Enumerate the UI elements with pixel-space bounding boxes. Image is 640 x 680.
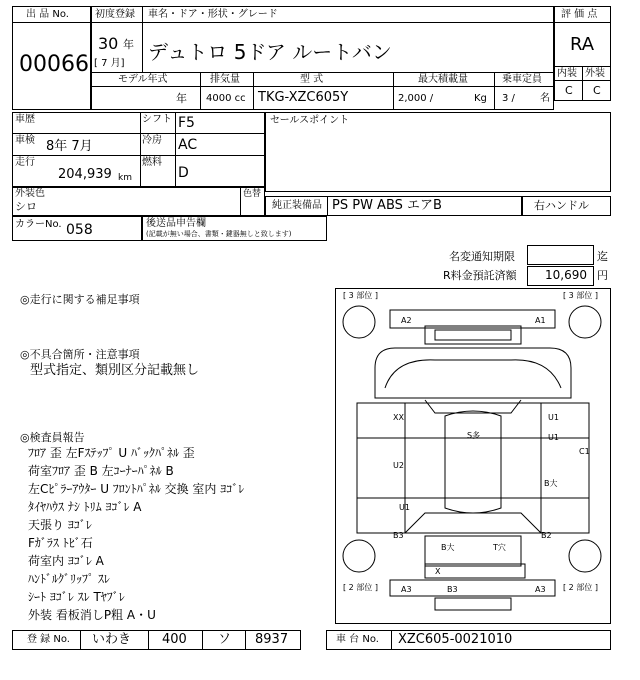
model-label: 型 式 (300, 74, 324, 85)
mark-xx: XX (393, 413, 404, 422)
lot-no-label: 出 品 No. (26, 9, 69, 20)
inspection-label: 車検 (15, 135, 35, 146)
chassis-label: 車 台 No. (336, 634, 379, 645)
first-reg-label: 初度登録 (95, 9, 135, 20)
mark-u2: U2 (393, 461, 404, 470)
aftermarket-note: (記載が無い場合、書類・鍵器無しと致します) (146, 230, 292, 238)
mark-u1b: U1 (548, 433, 559, 442)
inspector-report-title: ◎検査員報告 (20, 431, 85, 444)
rear-bumper (390, 580, 555, 596)
aircon-label: 冷房 (142, 135, 162, 146)
registration-kana: ソ (218, 632, 232, 647)
color-no-value: 058 (66, 222, 93, 238)
inspector-line: 荷室内 ﾖｺﾞﾚ A (28, 554, 104, 568)
model-year-unit: 年 (176, 92, 187, 105)
mark-a1: A1 (535, 316, 546, 325)
exterior-grade: C (593, 84, 601, 97)
registration-label: 登 録 No. (27, 634, 70, 645)
sales-points-label: セールスポイント (270, 115, 350, 126)
mark-t-hole: T穴 (493, 543, 506, 552)
registration-place: いわき (92, 632, 132, 647)
tire-bottom-right: [ 2 部位 ] (563, 583, 598, 592)
mark-u1c: U1 (399, 503, 410, 512)
capacity: 3 / (502, 93, 515, 104)
shift-label: シフト (142, 114, 172, 125)
fuel-label: 燃料 (142, 157, 162, 168)
mark-a2: A2 (401, 316, 412, 325)
tire-bottom-left: [ 2 部位 ] (343, 583, 378, 592)
recycle-unit: 円 (597, 269, 608, 282)
max-load-label: 最大積載量 (418, 74, 468, 85)
grade-value: RA (570, 34, 595, 55)
mark-c1: C1 (579, 447, 590, 456)
mileage-value: 204,939 (58, 167, 112, 182)
inspector-line: ﾊﾝﾄﾞﾙｸﾞﾘｯﾌﾟ ｽﾚ (28, 572, 110, 586)
equipment-label: 純正装備品 (272, 200, 322, 211)
equipment-value: PS PW ABS エアB (332, 198, 442, 213)
mark-u1a: U1 (548, 413, 559, 422)
meter-change-box (527, 245, 594, 265)
inspector-line: ｼｰﾄ ﾖｺﾞﾚ ｽﾚ Tﾔﾌﾞﾚ (28, 590, 125, 604)
front-bumper (390, 310, 555, 328)
meter-change-label: 名変通知期限 (449, 250, 515, 263)
defects-title: ◎不具合箇所・注意事項 (20, 348, 140, 361)
mark-b-large2: B大 (441, 543, 455, 552)
displacement: 4000 cc (206, 93, 246, 104)
inspector-line: Fｶﾞﾗｽ ﾄﾋﾞ石 (28, 536, 93, 550)
fuel-value: D (178, 165, 189, 181)
color-change-label: 色替 (243, 189, 262, 199)
inspector-line: ﾀｲﾔﾊｳｽ ﾅｼ ﾄﾘﾑ ﾖｺﾞﾚ A (28, 500, 142, 514)
mark-x: X (435, 567, 441, 576)
inspector-line: 荷室ﾌﾛｱ 歪 B 左ｺｰﾅｰﾊﾟﾈﾙ B (28, 464, 174, 478)
history-label: 車歴 (15, 114, 35, 125)
driving-notes-title: ◎走行に関する補足事項 (20, 293, 140, 306)
defects-text: 型式指定、類別区分記載無し (30, 363, 200, 378)
displacement-label: 排気量 (210, 74, 240, 85)
mark-a3a: A3 (401, 585, 412, 594)
max-load-unit: Kg (474, 93, 487, 104)
max-load: 2,000 / (398, 93, 434, 104)
model-code: TKG-XZC605Y (258, 90, 349, 105)
car-name: デュトロ 5ドア ルートバン (148, 40, 392, 64)
exterior-color-value: シロ (15, 200, 37, 213)
wheel-front-right (569, 306, 601, 338)
mark-b2: B2 (541, 531, 552, 540)
capacity-label: 乗車定員 (502, 74, 542, 85)
mark-b-large: B大 (544, 479, 558, 488)
mark-s-many: S多 (467, 431, 481, 440)
grade-label: 評 価 点 (561, 9, 598, 20)
wheel-rear-left (343, 540, 375, 572)
shift-value: F5 (178, 115, 195, 131)
interior-label: 内装 (557, 68, 577, 79)
mark-b3a: B3 (393, 531, 404, 540)
model-year-label: モデル年式 (118, 74, 168, 85)
mileage-label: 走行 (15, 157, 35, 168)
wheel-front-left (343, 306, 375, 338)
mark-a3b: A3 (535, 585, 546, 594)
first-reg-year: 30 (98, 34, 119, 53)
tire-top-right: [ 3 部位 ] (563, 291, 598, 300)
inspector-line: 左Cﾋﾟﾗｰｱｳﾀｰ U ﾌﾛﾝﾄﾊﾟﾈﾙ 交換 室内 ﾖｺﾞﾚ (28, 482, 245, 496)
mark-b3b: B3 (447, 585, 458, 594)
inspector-line: 天張り ﾖｺﾞﾚ (28, 518, 92, 532)
inspection-value: 8年 7月 (46, 139, 93, 154)
first-reg-year-unit: 年 (123, 38, 134, 51)
color-no-label: カラーNo. (15, 219, 62, 230)
first-reg-month: [ 7 月] (94, 58, 125, 69)
exterior-color-label: 外装色 (15, 188, 45, 199)
exterior-color-box (12, 187, 265, 216)
exterior-label: 外装 (585, 68, 605, 79)
vehicle-damage-diagram (335, 288, 611, 624)
diagram-frame (336, 289, 611, 624)
meter-change-unit: 迄 (597, 250, 608, 263)
handle-value: 右ハンドル (534, 199, 589, 212)
registration-number: 8937 (255, 632, 289, 647)
recycle-label: R料金預託済額 (443, 269, 517, 282)
mileage-unit: km (118, 173, 132, 183)
car-name-label: 車名・ドア・形状・グレード (148, 9, 278, 20)
chassis-number: XZC605-0021010 (398, 632, 513, 647)
tire-top-left: [ 3 部位 ] (343, 291, 378, 300)
lot-number: 00066 (19, 52, 89, 77)
cab-outline (375, 348, 571, 398)
registration-class: 400 (162, 632, 187, 647)
inspector-line: ﾌﾛｱ 歪 左Fｽﾃｯﾌﾟ U ﾊﾞｯｸﾊﾟﾈﾙ 歪 (28, 446, 195, 460)
interior-grade: C (565, 84, 573, 97)
capacity-unit: 名 (540, 93, 550, 104)
aircon-value: AC (178, 137, 198, 153)
aftermarket-label: 後送品申告欄 (146, 218, 206, 229)
wheel-rear-right (569, 540, 601, 572)
inspector-line: 外装 看板消しP粗 A・U (28, 608, 156, 622)
recycle-value: 10,690 (545, 268, 587, 282)
